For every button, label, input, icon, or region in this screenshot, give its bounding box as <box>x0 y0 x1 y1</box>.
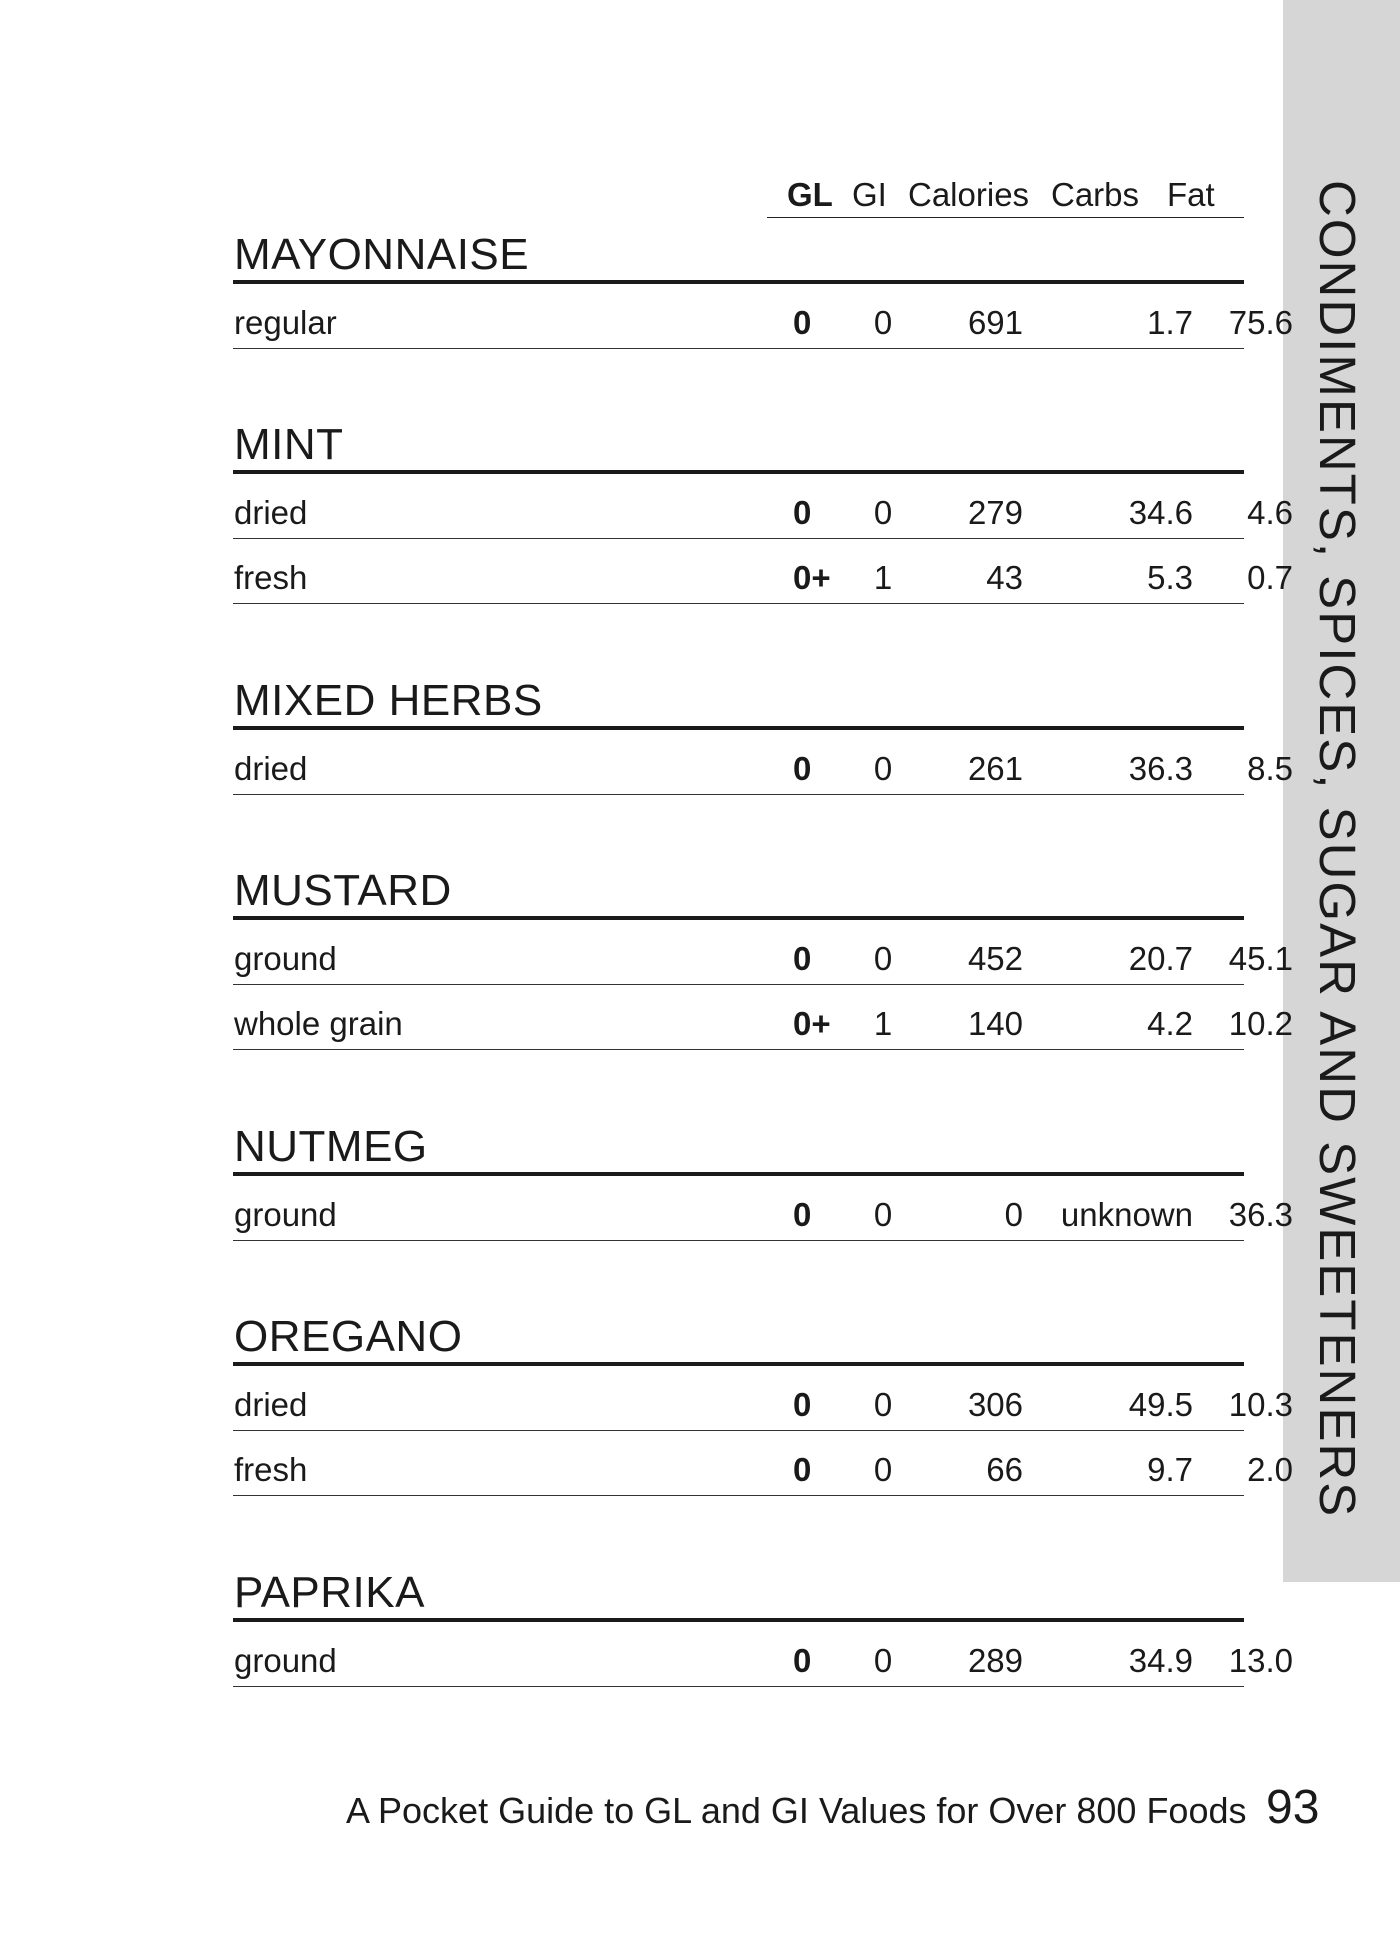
section-title: MUSTARD <box>233 866 1244 920</box>
chapter-title: CONDIMENTS, SPICES, SUGAR AND SWEETENERS <box>1309 180 1366 1519</box>
item-name: dried <box>234 750 308 787</box>
fat-value: 13.0 <box>1228 1642 1293 1679</box>
table-row <box>233 730 1293 795</box>
carbs-value: unknown <box>1060 1196 1193 1233</box>
fat-value: 10.3 <box>1228 1386 1293 1423</box>
fat-value: 8.5 <box>1247 750 1293 787</box>
section-mint <box>233 420 1293 604</box>
table-row <box>233 284 1293 349</box>
column-carbs: Carbs <box>1051 176 1140 213</box>
section-mixed-herbs <box>233 676 1293 795</box>
calories-value: 66 <box>986 1451 1023 1488</box>
carbs-value: 20.7 <box>1128 940 1193 977</box>
item-name: regular <box>234 304 337 341</box>
table-row <box>233 474 1293 539</box>
gl-value: 0 <box>793 1386 812 1423</box>
gl-value: 0+ <box>793 1005 831 1042</box>
carbs-value: 1.7 <box>1147 304 1193 341</box>
section-title: MIXED HERBS <box>233 676 1244 730</box>
gl-value: 0 <box>793 1451 812 1488</box>
fat-value: 75.6 <box>1228 304 1293 341</box>
calories-value: 0 <box>1004 1196 1023 1233</box>
calories-value: 306 <box>967 1386 1023 1423</box>
gi-value: 0 <box>873 750 893 787</box>
item-name: fresh <box>234 559 308 596</box>
item-name: ground <box>234 1196 337 1233</box>
column-gi: GI <box>852 176 887 213</box>
section-title: NUTMEG <box>233 1122 1244 1176</box>
column-header <box>767 170 1244 218</box>
carbs-value: 49.5 <box>1128 1386 1193 1423</box>
table-row <box>233 1622 1293 1687</box>
calories-value: 43 <box>986 559 1023 596</box>
gi-value: 0 <box>873 1451 893 1488</box>
column-fat: Fat <box>1167 176 1215 213</box>
section-mayonnaise <box>233 230 1293 349</box>
calories-value: 261 <box>967 750 1023 787</box>
section-paprika <box>233 1568 1293 1687</box>
item-name: whole grain <box>234 1005 403 1042</box>
gl-value: 0+ <box>793 559 831 596</box>
gi-value: 0 <box>873 494 893 531</box>
fat-value: 0.7 <box>1247 559 1293 596</box>
table-row <box>233 985 1293 1050</box>
gi-value: 0 <box>873 1642 893 1679</box>
footer-book-title: A Pocket Guide to GL and GI Values for Over 800 Foods <box>346 1790 1247 1831</box>
gi-value: 0 <box>873 940 893 977</box>
gi-value: 0 <box>873 1196 893 1233</box>
column-calories: Calories <box>908 176 1030 213</box>
gi-value: 0 <box>873 1386 893 1423</box>
fat-value: 36.3 <box>1228 1196 1293 1233</box>
table-row <box>233 1366 1293 1431</box>
fat-value: 10.2 <box>1228 1005 1293 1042</box>
fat-value: 45.1 <box>1228 940 1293 977</box>
fat-value: 4.6 <box>1247 494 1293 531</box>
section-nutmeg <box>233 1122 1293 1241</box>
table-row <box>233 1431 1293 1496</box>
gl-value: 0 <box>793 1642 812 1679</box>
calories-value: 452 <box>967 940 1023 977</box>
gi-value: 1 <box>873 1005 893 1042</box>
fat-value: 2.0 <box>1247 1451 1293 1488</box>
gl-value: 0 <box>793 940 812 977</box>
carbs-value: 4.2 <box>1147 1005 1193 1042</box>
item-name: ground <box>234 1642 337 1679</box>
item-name: fresh <box>234 1451 308 1488</box>
section-title: PAPRIKA <box>233 1568 1244 1622</box>
calories-value: 279 <box>967 494 1023 531</box>
gi-value: 0 <box>873 304 893 341</box>
section-title: OREGANO <box>233 1312 1244 1366</box>
carbs-value: 34.6 <box>1128 494 1193 531</box>
calories-value: 289 <box>967 1642 1023 1679</box>
column-gl: GL <box>787 176 833 213</box>
item-name: dried <box>234 1386 308 1423</box>
gi-value: 1 <box>873 559 893 596</box>
item-name: dried <box>234 494 308 531</box>
gl-value: 0 <box>793 494 812 531</box>
section-title: MAYONNAISE <box>233 230 1244 284</box>
section-title: MINT <box>233 420 1244 474</box>
carbs-value: 36.3 <box>1128 750 1193 787</box>
table-row <box>233 920 1293 985</box>
gl-value: 0 <box>793 750 812 787</box>
table-row <box>233 539 1293 604</box>
calories-value: 691 <box>967 304 1023 341</box>
section-mustard <box>233 866 1293 1050</box>
calories-value: 140 <box>967 1005 1023 1042</box>
gl-value: 0 <box>793 1196 812 1233</box>
gl-value: 0 <box>793 304 812 341</box>
table-row <box>233 1176 1293 1241</box>
carbs-value: 9.7 <box>1147 1451 1193 1488</box>
item-name: ground <box>234 940 337 977</box>
carbs-value: 5.3 <box>1147 559 1193 596</box>
page-number: 93 <box>1266 1781 1320 1834</box>
carbs-value: 34.9 <box>1128 1642 1193 1679</box>
section-oregano <box>233 1312 1293 1496</box>
